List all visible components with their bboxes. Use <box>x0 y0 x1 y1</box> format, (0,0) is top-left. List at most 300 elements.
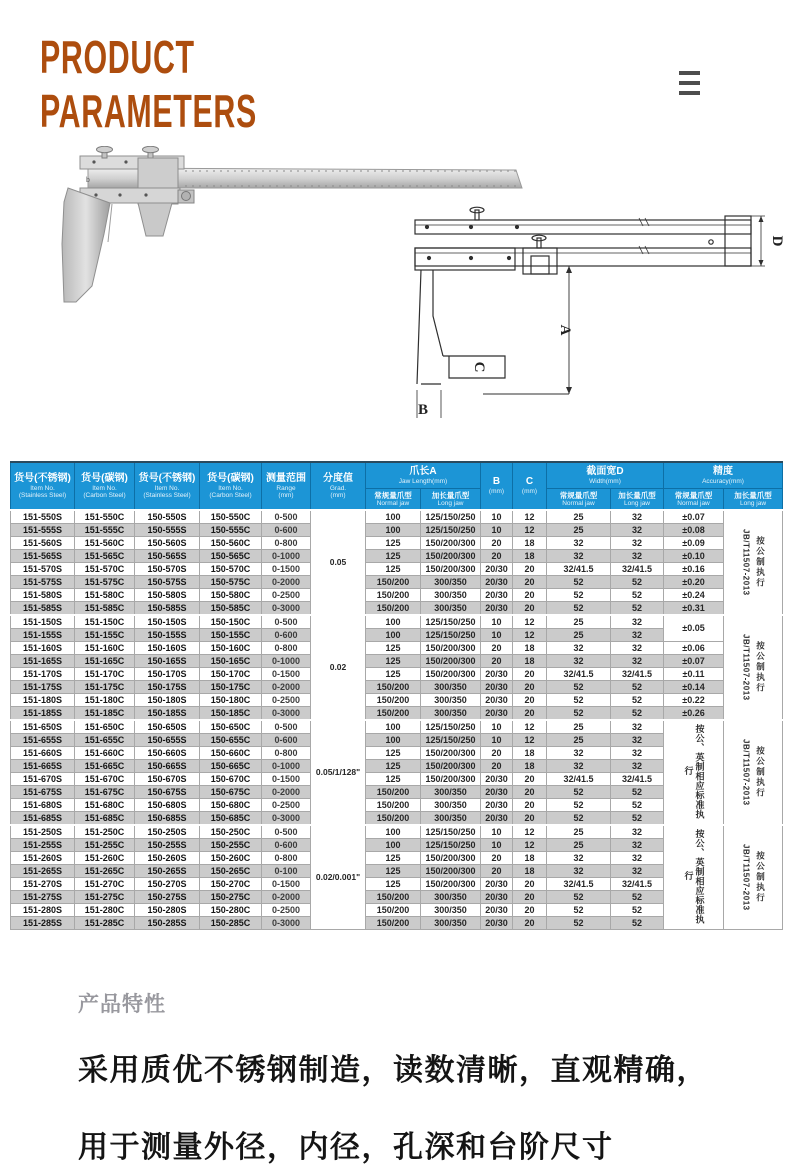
table-cell: 20/30 <box>481 602 513 616</box>
table-cell: 125/150/250 <box>421 825 481 839</box>
table-cell: 20 <box>481 550 513 563</box>
table-cell: 0-800 <box>262 642 311 655</box>
table-cell: 151-270S <box>11 878 75 891</box>
table-cell: 0-2500 <box>262 799 311 812</box>
accuracy-standard-note: 按公、英制相应标准执行 <box>683 828 705 924</box>
table-cell: 20/30 <box>481 917 513 930</box>
accuracy-standard-cell <box>724 615 783 720</box>
header-en: (Stainless Steel) <box>18 492 67 499</box>
header-zh: 分度值 <box>323 472 353 484</box>
table-cell: 20/30 <box>481 878 513 891</box>
table-cell: 150-270S <box>135 878 200 891</box>
table-cell: 151-655S <box>11 734 75 747</box>
table-cell: 52 <box>547 602 611 616</box>
table-cell: 0-1500 <box>262 668 311 681</box>
table-cell: 150-160C <box>200 642 262 655</box>
table-cell: 32 <box>547 655 611 668</box>
table-cell: 10 <box>481 615 513 629</box>
table-cell: 151-175S <box>11 681 75 694</box>
table-cell: 151-560C <box>75 537 135 550</box>
accuracy-value-cell: ±0.20 <box>664 576 724 589</box>
accuracy-value-cell: ±0.09 <box>664 537 724 550</box>
table-cell: 150/200/300 <box>421 563 481 576</box>
table-cell: 125 <box>366 747 421 760</box>
table-cell: 150-165S <box>135 655 200 668</box>
accuracy-value-cell: ±0.06 <box>664 642 724 655</box>
table-cell: 150-275C <box>200 891 262 904</box>
table-cell: 32 <box>611 629 664 642</box>
table-cell: 0-1000 <box>262 760 311 773</box>
table-row <box>11 537 783 550</box>
table-cell: 100 <box>366 615 421 629</box>
table-cell: 150-285C <box>200 917 262 930</box>
table-cell: 20 <box>513 786 547 799</box>
table-cell: 151-270C <box>75 878 135 891</box>
table-cell: 32 <box>611 865 664 878</box>
header-en: (mm) <box>330 492 346 499</box>
table-cell: 20 <box>513 602 547 616</box>
header-en: Long jaw <box>623 499 651 507</box>
table-cell: 100 <box>366 720 421 734</box>
table-cell: 150/200/300 <box>421 760 481 773</box>
table-cell: 52 <box>547 904 611 917</box>
header-en: (mm) <box>278 492 294 499</box>
table-cell: 151-275S <box>11 891 75 904</box>
table-cell: 151-585C <box>75 602 135 616</box>
table-cell: 151-565C <box>75 550 135 563</box>
table-cell: 52 <box>611 576 664 589</box>
table-cell: 150-160S <box>135 642 200 655</box>
accuracy-standard-cell <box>664 825 724 930</box>
table-cell: 52 <box>611 602 664 616</box>
table-cell: 151-260S <box>11 852 75 865</box>
table-cell: 18 <box>513 642 547 655</box>
col-header-accuracy <box>664 462 783 489</box>
table-row <box>11 524 783 537</box>
table-cell: 20 <box>481 642 513 655</box>
table-cell: 150/200/300 <box>421 655 481 668</box>
header-en: Long jaw <box>740 499 767 507</box>
table-cell: 151-170S <box>11 668 75 681</box>
table-cell: 150-670S <box>135 773 200 786</box>
table-cell: 10 <box>481 510 513 524</box>
table-cell: 0-500 <box>262 825 311 839</box>
table-cell: 150-680C <box>200 799 262 812</box>
table-cell: 20 <box>513 878 547 891</box>
table-cell: 25 <box>547 510 611 524</box>
table-cell: 100 <box>366 825 421 839</box>
table-cell: 100 <box>366 524 421 537</box>
table-cell: 150/200/300 <box>421 537 481 550</box>
product-features <box>78 988 758 1166</box>
table-cell: 151-185S <box>11 707 75 721</box>
table-cell: 150-660S <box>135 747 200 760</box>
table-row <box>11 720 783 734</box>
header-zh: 常规量爪型 <box>674 490 713 500</box>
table-cell: 151-650S <box>11 720 75 734</box>
table-cell: 151-280C <box>75 904 135 917</box>
table-cell: 125/150/250 <box>421 720 481 734</box>
table-cell: 151-665S <box>11 760 75 773</box>
table-cell: 151-175C <box>75 681 135 694</box>
table-cell: 52 <box>611 707 664 721</box>
dim-label-b: B <box>417 402 429 418</box>
table-cell: 0-600 <box>262 734 311 747</box>
dim-label-a: A <box>557 324 573 336</box>
header-en: (mm) <box>521 488 538 496</box>
table-cell: 32 <box>547 642 611 655</box>
accuracy-standard-note: JB/T11507-2013 <box>741 844 751 911</box>
table-cell: 20/30 <box>481 589 513 602</box>
table-cell: 150/200 <box>366 694 421 707</box>
table-cell: 150/200/300 <box>421 878 481 891</box>
col-header-c <box>513 462 547 510</box>
table-cell: 150-565S <box>135 550 200 563</box>
table-cell: 20 <box>513 563 547 576</box>
header-en: Item No. <box>92 484 117 492</box>
table-cell: 32 <box>611 550 664 563</box>
table-cell: 151-575C <box>75 576 135 589</box>
accuracy-standard-note: 按公制执行 <box>755 536 766 589</box>
table-cell: 151-565S <box>11 550 75 563</box>
table-cell: 150-570S <box>135 563 200 576</box>
col-header-grad <box>311 462 366 510</box>
header-zh: 常规量爪型 <box>374 490 412 500</box>
accuracy-value-cell: ±0.31 <box>664 602 724 616</box>
table-cell: 18 <box>513 852 547 865</box>
table-cell: 150-185S <box>135 707 200 721</box>
table-cell: 151-555S <box>11 524 75 537</box>
table-cell: 125 <box>366 642 421 655</box>
table-cell: 151-550S <box>11 510 75 524</box>
hamburger-menu-icon[interactable] <box>679 71 701 101</box>
header-en: Jaw Length(mm) <box>398 477 448 485</box>
header-en: (Carbon Steel) <box>209 492 252 499</box>
accuracy-value-cell: ±0.26 <box>664 707 724 721</box>
table-cell: 32 <box>547 865 611 878</box>
table-cell: 125/150/250 <box>421 615 481 629</box>
table-cell: 150-185C <box>200 707 262 721</box>
table-cell: 300/350 <box>421 917 481 930</box>
table-cell: 151-170C <box>75 668 135 681</box>
col-header-width <box>547 462 664 489</box>
table-cell: 150-555S <box>135 524 200 537</box>
header-zh: B <box>492 476 501 488</box>
table-row <box>11 510 783 524</box>
table-cell: 100 <box>366 734 421 747</box>
table-cell: 151-180C <box>75 694 135 707</box>
table-cell: 18 <box>513 550 547 563</box>
table-cell: 151-150C <box>75 615 135 629</box>
table-cell: 300/350 <box>421 602 481 616</box>
table-cell: 52 <box>611 812 664 826</box>
table-cell: 10 <box>481 734 513 747</box>
table-cell: 20/30 <box>481 563 513 576</box>
table-cell: 20 <box>513 917 547 930</box>
table-cell: 0-1500 <box>262 773 311 786</box>
table-cell: 125/150/250 <box>421 629 481 642</box>
table-cell: 150-685S <box>135 812 200 826</box>
table-cell: 32/41.5 <box>611 773 664 786</box>
table-cell: 151-675S <box>11 786 75 799</box>
accuracy-value-cell: ±0.05 <box>664 615 724 642</box>
header-zh: 货号(碳钢) <box>81 472 128 484</box>
spec-table <box>10 461 783 930</box>
table-cell: 150/200 <box>366 904 421 917</box>
features-line1: 采用质优不锈钢制造，读数清晰，直观精确， <box>78 1054 708 1087</box>
table-cell: 100 <box>366 839 421 852</box>
table-cell: 12 <box>513 615 547 629</box>
table-cell: 0-800 <box>262 747 311 760</box>
table-cell: 125 <box>366 550 421 563</box>
table-cell: 150-580S <box>135 589 200 602</box>
spec-table-body <box>11 510 783 930</box>
table-cell: 151-575S <box>11 576 75 589</box>
table-cell: 20/30 <box>481 681 513 694</box>
table-cell: 150-650C <box>200 720 262 734</box>
table-cell: 151-255S <box>11 839 75 852</box>
table-cell: 150/200 <box>366 812 421 826</box>
table-cell: 20 <box>481 747 513 760</box>
table-cell: 18 <box>513 865 547 878</box>
table-cell: 12 <box>513 825 547 839</box>
caliper-jaws <box>62 188 172 302</box>
table-cell: 52 <box>611 786 664 799</box>
table-cell: 20 <box>481 760 513 773</box>
table-row <box>11 550 783 563</box>
table-row <box>11 655 783 668</box>
table-cell: 18 <box>513 537 547 550</box>
table-cell: 0-600 <box>262 629 311 642</box>
table-cell: 10 <box>481 839 513 852</box>
table-cell: 150-270C <box>200 878 262 891</box>
table-cell: 150-585S <box>135 602 200 616</box>
subheader-acc-long <box>724 489 783 511</box>
table-cell: 151-655C <box>75 734 135 747</box>
col-header-item-ss-151 <box>11 462 75 510</box>
table-cell: 150-265S <box>135 865 200 878</box>
table-cell: 20 <box>513 694 547 707</box>
table-cell: 150/200 <box>366 681 421 694</box>
table-cell: 0-2000 <box>262 786 311 799</box>
table-cell: 151-570C <box>75 563 135 576</box>
table-row <box>11 576 783 589</box>
table-cell: 32 <box>611 852 664 865</box>
accuracy-value-cell: ±0.08 <box>664 524 724 537</box>
table-cell: 10 <box>481 825 513 839</box>
table-cell: 32 <box>611 655 664 668</box>
header-en: Long jaw <box>437 499 464 507</box>
table-cell: 300/350 <box>421 589 481 602</box>
table-cell: 0-500 <box>262 720 311 734</box>
table-cell: 150-275S <box>135 891 200 904</box>
table-cell: 150-280C <box>200 904 262 917</box>
accuracy-standard-cell <box>724 510 783 615</box>
table-cell: 150-550C <box>200 510 262 524</box>
table-cell: 150-665S <box>135 760 200 773</box>
table-cell: 151-155S <box>11 629 75 642</box>
accuracy-value-cell: ±0.10 <box>664 550 724 563</box>
table-cell: 150-665C <box>200 760 262 773</box>
table-cell: 32 <box>611 825 664 839</box>
table-cell: 151-650C <box>75 720 135 734</box>
subheader-jaw-normal <box>366 489 421 511</box>
table-cell: 150-585C <box>200 602 262 616</box>
table-cell: 150/200 <box>366 576 421 589</box>
accuracy-standard-cell <box>724 825 783 930</box>
table-cell: 125 <box>366 563 421 576</box>
header-zh: 货号(碳钢) <box>207 472 254 484</box>
table-row <box>11 668 783 681</box>
table-cell: 125 <box>366 537 421 550</box>
table-cell: 32 <box>611 537 664 550</box>
table-cell: 125 <box>366 878 421 891</box>
col-header-b <box>481 462 513 510</box>
table-cell: 0-2000 <box>262 891 311 904</box>
table-row <box>11 825 783 839</box>
table-cell: 12 <box>513 839 547 852</box>
accuracy-value-cell: ±0.22 <box>664 694 724 707</box>
table-cell: 150-260S <box>135 852 200 865</box>
table-cell: 20/30 <box>481 786 513 799</box>
header-zh: 加长量爪型 <box>431 490 470 500</box>
table-cell: 20 <box>513 904 547 917</box>
header-en: Item No. <box>30 484 55 492</box>
table-cell: 0-2000 <box>262 681 311 694</box>
table-cell: 150-170S <box>135 668 200 681</box>
col-header-item-cs-150 <box>200 462 262 510</box>
table-cell: 32/41.5 <box>547 668 611 681</box>
table-cell: 151-670C <box>75 773 135 786</box>
table-cell: 32 <box>611 642 664 655</box>
table-cell: 20 <box>481 865 513 878</box>
table-cell: 150/200 <box>366 602 421 616</box>
header-en: Grad. <box>329 484 347 492</box>
table-cell: 52 <box>547 576 611 589</box>
table-cell: 151-555C <box>75 524 135 537</box>
table-cell: 0-1000 <box>262 655 311 668</box>
table-cell: 300/350 <box>421 904 481 917</box>
table-cell: 150-180S <box>135 694 200 707</box>
table-row <box>11 694 783 707</box>
table-cell: 150-685C <box>200 812 262 826</box>
table-cell: 0-500 <box>262 615 311 629</box>
table-cell: 20/30 <box>481 812 513 826</box>
table-cell: 125 <box>366 865 421 878</box>
table-cell: 32 <box>611 839 664 852</box>
header-zh: 常规量爪型 <box>559 490 598 500</box>
table-cell: 52 <box>547 812 611 826</box>
table-cell: 300/350 <box>421 812 481 826</box>
table-cell: 151-585S <box>11 602 75 616</box>
accuracy-value-cell: ±0.16 <box>664 563 724 576</box>
table-cell: 150-150C <box>200 615 262 629</box>
col-header-item-ss-150 <box>135 462 200 510</box>
table-cell: 0-1500 <box>262 563 311 576</box>
accuracy-value-cell: ±0.07 <box>664 655 724 668</box>
header-zh: 货号(不锈钢) <box>138 472 196 484</box>
table-cell: 0-2000 <box>262 576 311 589</box>
table-cell: 25 <box>547 615 611 629</box>
table-cell: 52 <box>547 681 611 694</box>
table-cell: 20/30 <box>481 668 513 681</box>
table-row <box>11 642 783 655</box>
header-zh: 爪长A <box>409 465 437 477</box>
table-cell: 125 <box>366 668 421 681</box>
header-en: (Carbon Steel) <box>83 492 126 499</box>
table-cell: 20/30 <box>481 891 513 904</box>
table-cell: 300/350 <box>421 707 481 721</box>
table-cell: 150-575C <box>200 576 262 589</box>
table-cell: 20 <box>513 576 547 589</box>
table-cell: 32 <box>611 747 664 760</box>
table-cell: 25 <box>547 825 611 839</box>
table-cell: 125 <box>366 655 421 668</box>
table-cell: 151-580S <box>11 589 75 602</box>
table-cell: 0-3000 <box>262 707 311 721</box>
table-cell: 52 <box>547 786 611 799</box>
table-cell: 20/30 <box>481 576 513 589</box>
accuracy-standard-cell <box>664 720 724 825</box>
accuracy-standard-note: 按公制执行 <box>755 851 766 904</box>
accuracy-standard-note: JB/T11507-2013 <box>741 739 751 806</box>
table-cell: 32/41.5 <box>611 878 664 891</box>
table-cell: 150-255S <box>135 839 200 852</box>
table-cell: 12 <box>513 524 547 537</box>
table-cell: 151-560S <box>11 537 75 550</box>
table-cell: 150-150S <box>135 615 200 629</box>
table-cell: 32 <box>611 720 664 734</box>
header-en: Width(mm) <box>589 477 621 485</box>
table-cell: 125 <box>366 773 421 786</box>
table-cell: 150-555C <box>200 524 262 537</box>
dim-label-d: D <box>769 235 785 247</box>
table-cell: 150/200 <box>366 891 421 904</box>
table-cell: 52 <box>547 799 611 812</box>
header-zh: C <box>525 476 534 488</box>
table-cell: 150-660C <box>200 747 262 760</box>
table-cell: 0-2500 <box>262 694 311 707</box>
table-cell: 150-680S <box>135 799 200 812</box>
table-cell: 151-265C <box>75 865 135 878</box>
table-cell: 125/150/250 <box>421 524 481 537</box>
accuracy-standard-cell <box>724 720 783 825</box>
table-cell: 300/350 <box>421 786 481 799</box>
table-cell: 52 <box>611 589 664 602</box>
table-cell: 150/200/300 <box>421 852 481 865</box>
table-cell: 0-3000 <box>262 602 311 616</box>
table-cell: 151-280S <box>11 904 75 917</box>
table-cell: 12 <box>513 720 547 734</box>
table-cell: 125/150/250 <box>421 839 481 852</box>
table-cell: 20 <box>481 537 513 550</box>
table-cell: 151-675C <box>75 786 135 799</box>
table-cell: 300/350 <box>421 681 481 694</box>
grad-cell: 0.02/0.001" <box>311 825 366 930</box>
header-en: (Stainless Steel) <box>143 492 191 499</box>
table-cell: 151-165S <box>11 655 75 668</box>
table-cell: 32/41.5 <box>547 878 611 891</box>
features-heading: 产品特性 <box>78 993 166 1016</box>
table-cell: 151-680C <box>75 799 135 812</box>
table-cell: 12 <box>513 734 547 747</box>
col-header-jaw-length <box>366 462 481 489</box>
table-cell: 52 <box>547 891 611 904</box>
table-cell: 25 <box>547 839 611 852</box>
table-cell: 150-175C <box>200 681 262 694</box>
table-cell: 150/200 <box>366 589 421 602</box>
table-cell: 151-685S <box>11 812 75 826</box>
